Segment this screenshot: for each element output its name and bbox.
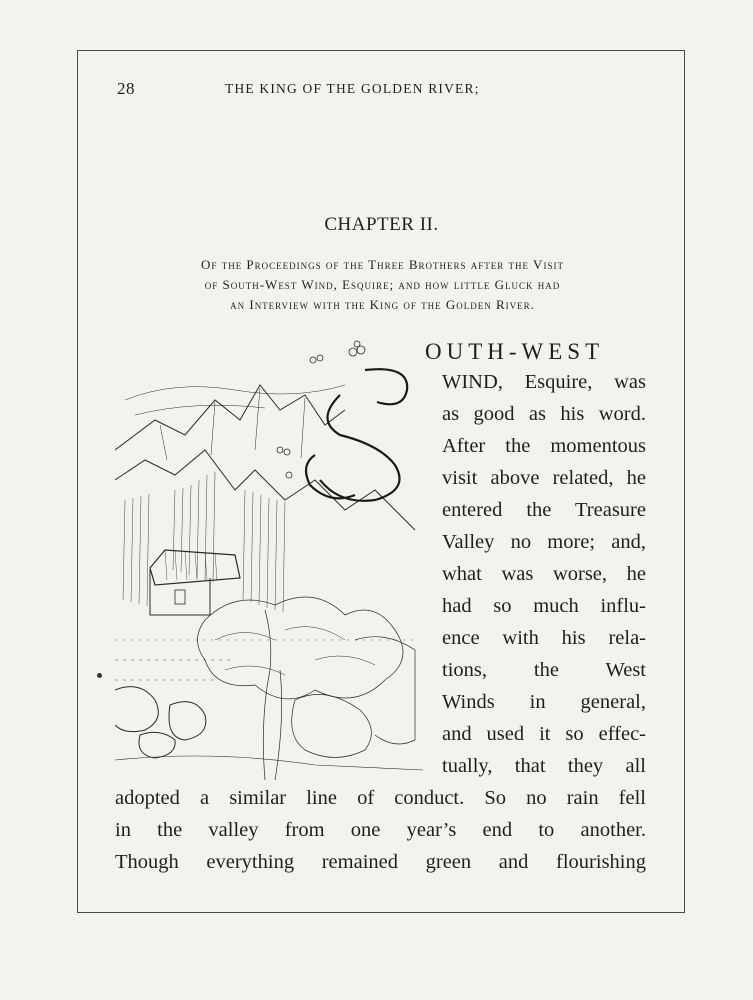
summary-line: an Interview with the King of the Golden River. bbox=[230, 297, 535, 312]
text-line: had so much influ- bbox=[442, 595, 646, 617]
text-line: Valley no more; and, bbox=[442, 531, 646, 553]
text-line: tually, that they all bbox=[442, 755, 646, 777]
text-line: entered the Treasure bbox=[442, 499, 646, 521]
text-line: visit above related, he bbox=[442, 467, 646, 489]
margin-mark bbox=[97, 673, 102, 678]
text-line: adopted a similar line of conduct. So no rain fell bbox=[115, 787, 646, 809]
text-line: as good as his word. bbox=[442, 403, 646, 425]
text-line: what was worse, he bbox=[442, 563, 646, 585]
chapter-title: CHAPTER II. bbox=[324, 214, 439, 235]
text-line: After the momentous bbox=[442, 435, 646, 457]
text-line: in the valley from one year’s end to another. bbox=[115, 819, 646, 841]
engraved-landscape-illustration bbox=[115, 340, 423, 780]
text-line: and used it so effec- bbox=[442, 723, 646, 745]
page-number: 28 bbox=[117, 79, 135, 98]
text-line: Winds in general, bbox=[442, 691, 646, 713]
text-line: Though everything remained green and flourishing bbox=[115, 851, 646, 873]
text-line: tions, the West bbox=[442, 659, 646, 681]
drop-cap-continuation: OUTH-WEST bbox=[425, 339, 605, 364]
text-line: ence with his rela- bbox=[442, 627, 646, 649]
running-title: THE KING OF THE GOLDEN RIVER; bbox=[225, 81, 480, 96]
summary-line: of South-West Wind, Esquire; and how little Gluck had bbox=[204, 277, 561, 292]
chapter-summary bbox=[115, 255, 650, 315]
running-head bbox=[117, 79, 647, 103]
text-line: WIND, Esquire, was bbox=[442, 371, 646, 393]
summary-line: Of the Proceedings of the Three Brothers after the Visit bbox=[201, 257, 564, 272]
